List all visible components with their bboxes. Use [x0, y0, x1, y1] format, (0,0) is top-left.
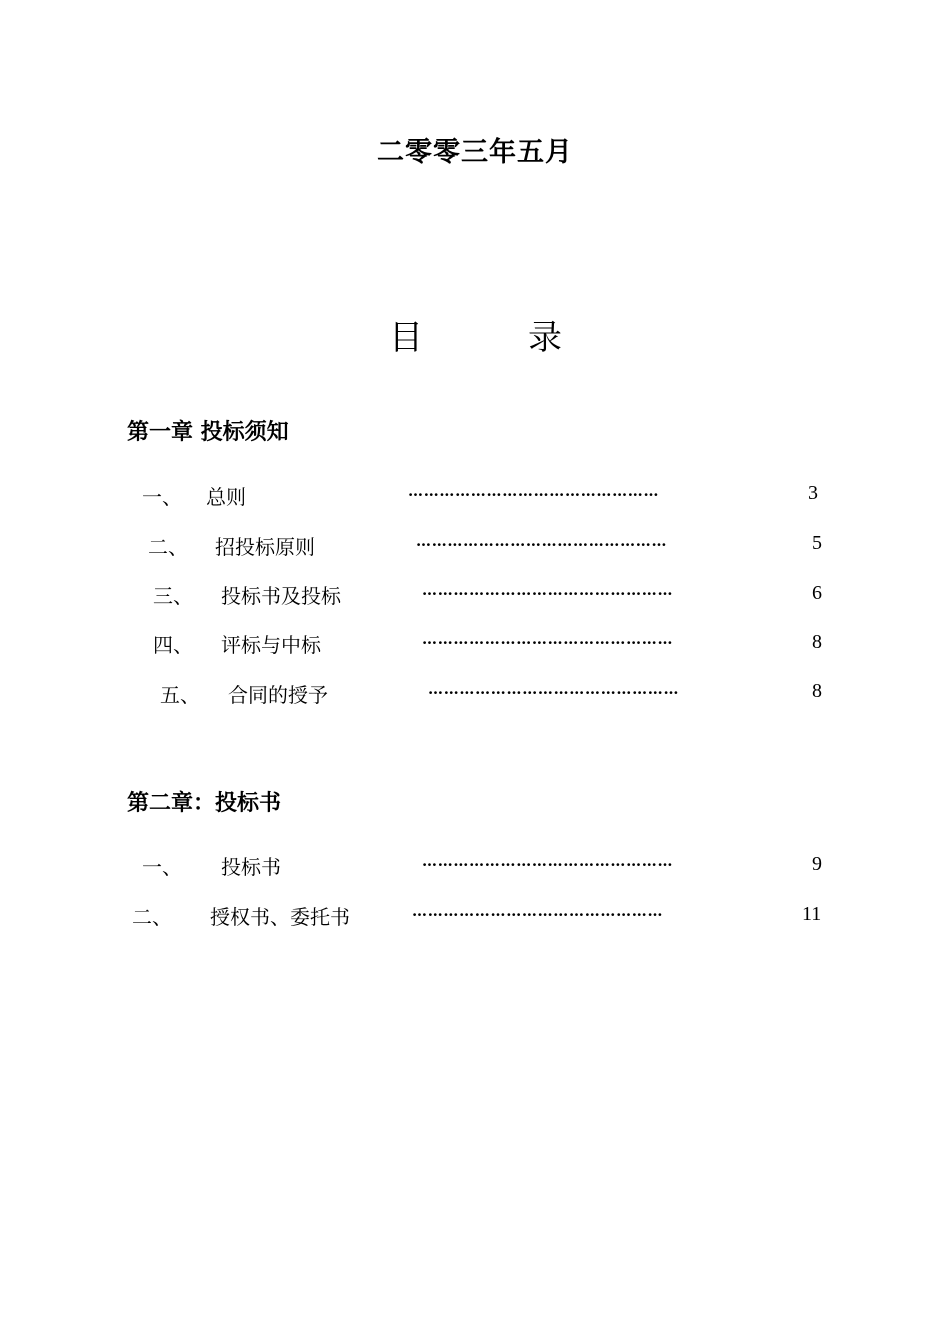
toc-entry-title[interactable]: 合同的授予 [228, 683, 328, 707]
toc-entry-number: 二、 [148, 535, 188, 559]
toc-leader-dots: ………………………………………… [412, 902, 664, 920]
toc-entry-title[interactable]: 投标书 [221, 855, 281, 879]
toc-leader-dots: ………………………………………… [422, 852, 674, 870]
toc-entry-number: 二、 [132, 905, 172, 929]
toc-entry-number: 五、 [160, 683, 200, 707]
toc-entry-title[interactable]: 投标书及投标 [221, 584, 341, 608]
toc-entry-number: 一、 [142, 485, 182, 509]
toc-entry-title[interactable]: 授权书、委托书 [210, 905, 350, 929]
toc-page-number[interactable]: 9 [812, 853, 822, 875]
toc-leader-dots: ………………………………………… [428, 680, 680, 698]
toc-page-number[interactable]: 3 [808, 482, 818, 504]
toc-page-number[interactable]: 5 [812, 532, 822, 554]
toc-leader-dots: ………………………………………… [416, 532, 668, 550]
toc-entry-title[interactable]: 总则 [206, 485, 246, 509]
toc-entry-number: 一、 [142, 855, 182, 879]
toc-page-number[interactable]: 6 [812, 582, 822, 604]
toc-entry-title[interactable]: 招投标原则 [215, 535, 315, 559]
toc-entry-number: 三、 [153, 584, 193, 608]
toc-title-right: 录 [528, 318, 562, 358]
toc-page-number[interactable]: 8 [812, 631, 822, 653]
toc-page-number[interactable]: 8 [812, 680, 822, 702]
chapter-1-heading: 第一章 投标须知 [127, 420, 289, 445]
toc-leader-dots: ………………………………………… [408, 482, 660, 500]
toc-entry-title[interactable]: 评标与中标 [221, 633, 321, 657]
chapter-2-heading: 第二章：投标书 [127, 791, 282, 816]
toc-entry-number: 四、 [153, 633, 193, 657]
toc-page-number[interactable]: 11 [802, 903, 822, 925]
toc-leader-dots: ………………………………………… [422, 630, 674, 648]
toc-leader-dots: ………………………………………… [422, 581, 674, 599]
toc-title-left: 目 [389, 318, 423, 358]
document-date: 二零零三年五月 [377, 137, 573, 168]
